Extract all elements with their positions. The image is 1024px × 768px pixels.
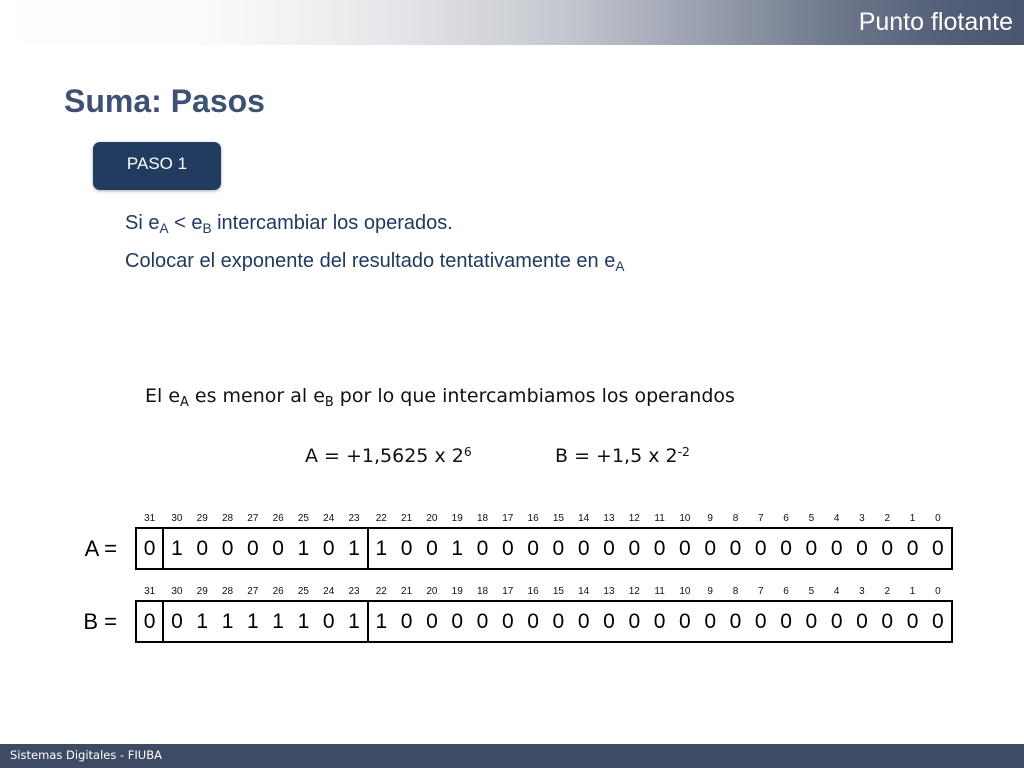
rule-result-exponent bbox=[125, 249, 624, 275]
bit-index-label: 15 bbox=[552, 586, 564, 597]
bit-cell: 0 bbox=[322, 610, 335, 633]
bit-cell: 0 bbox=[426, 610, 438, 633]
bit-index-label: 5 bbox=[808, 586, 815, 597]
bit-index-label: 0 bbox=[935, 513, 941, 524]
bit-cell: 0 bbox=[400, 610, 413, 633]
bit-index-label: 25 bbox=[297, 586, 309, 597]
bit-index-label: 4 bbox=[833, 513, 840, 524]
exponent-field bbox=[164, 602, 368, 641]
register-b bbox=[83, 586, 953, 643]
bit-cell: 0 bbox=[704, 610, 717, 633]
exponent-index-group bbox=[164, 513, 368, 525]
bit-cell: 0 bbox=[653, 537, 666, 560]
bit-cell: 0 bbox=[246, 537, 259, 560]
bit-index-label: 19 bbox=[451, 513, 463, 524]
subscript: A bbox=[180, 394, 189, 410]
bit-index-label: 21 bbox=[401, 513, 413, 524]
bit-cell: 1 bbox=[348, 610, 360, 633]
sign-index-group bbox=[137, 586, 164, 598]
bit-cell: 0 bbox=[476, 610, 489, 633]
bit-cell: 0 bbox=[628, 610, 641, 633]
bit-index-label: 29 bbox=[196, 586, 208, 597]
bit-index-label: 10 bbox=[679, 586, 691, 597]
bit-index-label: 20 bbox=[426, 586, 438, 597]
observation-text: por lo que intercambiamos los operandos bbox=[333, 385, 735, 407]
bit-index-label: 26 bbox=[272, 513, 284, 524]
bit-cell: 0 bbox=[653, 610, 666, 633]
bit-cell: 0 bbox=[603, 537, 615, 560]
bit-cell: 0 bbox=[780, 610, 792, 633]
bit-cell: 0 bbox=[906, 537, 919, 560]
bit-index-label: 13 bbox=[603, 586, 615, 597]
rule-swap-operands bbox=[125, 211, 453, 237]
bit-index-label: 14 bbox=[578, 586, 590, 597]
bit-index-label: 31 bbox=[144, 586, 156, 597]
bit-index-label: 17 bbox=[502, 513, 514, 524]
bit-cell: 0 bbox=[704, 537, 717, 560]
bit-index-label: 28 bbox=[221, 513, 234, 524]
bit-cell: 0 bbox=[476, 537, 489, 560]
bit-cell: 0 bbox=[881, 537, 894, 560]
bit-cell: 0 bbox=[830, 610, 843, 633]
bit-index-label: 8 bbox=[732, 513, 739, 524]
bit-cell: 0 bbox=[171, 610, 183, 633]
bit-index-label: 5 bbox=[808, 513, 815, 524]
bit-cell: 0 bbox=[628, 537, 641, 560]
bit-cell: 0 bbox=[322, 537, 335, 560]
bit-cell: 0 bbox=[805, 537, 818, 560]
bit-cell: 0 bbox=[577, 537, 590, 560]
rule-text: Colocar el exponente del resultado tentativamente en e bbox=[125, 250, 616, 272]
bit-cell: 0 bbox=[426, 537, 438, 560]
bit-cell: 1 bbox=[451, 537, 464, 560]
bit-index-label: 23 bbox=[348, 513, 360, 524]
observation-text: El e bbox=[145, 385, 181, 407]
bit-index-label: 23 bbox=[348, 586, 360, 597]
bit-cell: 1 bbox=[196, 610, 209, 633]
operand-a-base: A = +1,5625 x 2 bbox=[305, 445, 464, 467]
bit-cell: 0 bbox=[906, 610, 919, 633]
section-title: Punto flotante bbox=[858, 8, 1013, 36]
bit-cell: 0 bbox=[729, 610, 742, 633]
bit-index-label: 22 bbox=[375, 513, 387, 524]
rule-text: Si e bbox=[125, 212, 160, 234]
bit-cell: 0 bbox=[780, 537, 792, 560]
bit-cell: 0 bbox=[143, 537, 156, 560]
bit-index-label: 15 bbox=[552, 513, 564, 524]
rule-text: intercambiar los operados. bbox=[211, 212, 453, 234]
bit-cell: 0 bbox=[754, 537, 767, 560]
bit-cell: 0 bbox=[552, 610, 565, 633]
bit-cell: 1 bbox=[348, 537, 360, 560]
bit-index-label: 18 bbox=[476, 513, 489, 524]
bit-cell: 0 bbox=[830, 537, 843, 560]
subscript: A bbox=[159, 221, 169, 237]
bit-index-label: 30 bbox=[171, 513, 183, 524]
observation-text: es menor al e bbox=[188, 385, 325, 407]
mantissa-field bbox=[369, 602, 951, 641]
bit-index-row bbox=[135, 586, 953, 598]
bit-index-row bbox=[135, 513, 953, 525]
bit-cell: 0 bbox=[805, 610, 818, 633]
bit-cell: 0 bbox=[143, 610, 156, 633]
course-name: Sistemas Digitales - FIUBA bbox=[10, 748, 162, 762]
bit-index-label: 1 bbox=[909, 586, 916, 597]
bit-cell: 1 bbox=[171, 537, 183, 560]
bit-index-label: 9 bbox=[707, 586, 713, 597]
footer-bar bbox=[0, 744, 1024, 768]
bit-index-label: 26 bbox=[272, 586, 284, 597]
bit-cell: 0 bbox=[221, 537, 234, 560]
bit-cell: 1 bbox=[246, 610, 259, 633]
mantissa-index-group bbox=[369, 513, 951, 525]
bit-cell: 0 bbox=[501, 537, 514, 560]
bit-cell: 0 bbox=[856, 610, 868, 633]
bit-index-label: 11 bbox=[654, 586, 665, 597]
bit-index-label: 17 bbox=[502, 586, 514, 597]
bit-index-label: 8 bbox=[732, 586, 739, 597]
bit-cell: 0 bbox=[603, 610, 615, 633]
subscript: B bbox=[324, 394, 334, 410]
bit-cell: 0 bbox=[679, 537, 691, 560]
bit-index-label: 27 bbox=[247, 513, 259, 524]
bit-index-label: 29 bbox=[196, 513, 208, 524]
sign-field bbox=[137, 602, 164, 641]
operand-b-exponent: -2 bbox=[677, 444, 690, 459]
bit-cell: 0 bbox=[527, 537, 539, 560]
bit-cell: 0 bbox=[451, 610, 464, 633]
bit-index-label: 0 bbox=[935, 586, 941, 597]
mantissa-index-group bbox=[369, 586, 951, 598]
bit-index-label: 28 bbox=[221, 586, 234, 597]
bit-index-label: 6 bbox=[783, 513, 789, 524]
bit-index-label: 14 bbox=[578, 513, 590, 524]
bit-index-label: 16 bbox=[527, 513, 539, 524]
bit-cell: 1 bbox=[375, 610, 388, 633]
bit-index-label: 1 bbox=[909, 513, 916, 524]
register-bits bbox=[83, 600, 953, 643]
bit-index-label: 13 bbox=[603, 513, 615, 524]
exponent-index-group bbox=[164, 586, 368, 598]
register-label: B = bbox=[83, 609, 117, 634]
step-badge-label: PASO 1 bbox=[126, 154, 188, 173]
bit-index-label: 16 bbox=[527, 586, 539, 597]
register-label: A = bbox=[84, 536, 117, 561]
sign-field bbox=[137, 529, 164, 568]
bit-index-label: 12 bbox=[628, 513, 640, 524]
bit-cell: 1 bbox=[375, 537, 388, 560]
bit-cell: 0 bbox=[552, 537, 565, 560]
bit-index-label: 12 bbox=[628, 586, 640, 597]
rule-text: < e bbox=[168, 212, 203, 234]
bit-index-label: 11 bbox=[654, 513, 665, 524]
operand-b-base: B = +1,5 x 2 bbox=[555, 445, 678, 467]
bit-index-label: 3 bbox=[859, 513, 865, 524]
bit-index-label: 7 bbox=[757, 586, 764, 597]
bit-index-label: 27 bbox=[247, 586, 259, 597]
bit-index-label: 22 bbox=[375, 586, 387, 597]
bit-index-label: 24 bbox=[323, 513, 335, 524]
bit-cell: 1 bbox=[297, 610, 310, 633]
bit-cell: 1 bbox=[297, 537, 310, 560]
mantissa-field bbox=[369, 529, 951, 568]
bit-index-label: 10 bbox=[679, 513, 691, 524]
bit-cell: 0 bbox=[527, 610, 539, 633]
bit-index-label: 31 bbox=[144, 513, 156, 524]
operand-b-expression bbox=[555, 444, 690, 470]
bit-index-label: 18 bbox=[476, 586, 489, 597]
bit-index-label: 2 bbox=[884, 586, 891, 597]
bit-index-label: 19 bbox=[451, 586, 463, 597]
bit-cell: 1 bbox=[272, 610, 284, 633]
bit-index-label: 4 bbox=[833, 586, 840, 597]
operand-a-expression bbox=[305, 444, 472, 470]
bit-cell: 0 bbox=[881, 610, 894, 633]
bit-index-label: 20 bbox=[426, 513, 438, 524]
step-badge bbox=[93, 142, 221, 190]
operand-a-exponent: 6 bbox=[463, 444, 472, 459]
bit-cell: 0 bbox=[501, 610, 514, 633]
exponent-field bbox=[164, 529, 368, 568]
register-a bbox=[84, 513, 953, 570]
bit-cell: 0 bbox=[679, 610, 691, 633]
bit-index-label: 7 bbox=[757, 513, 764, 524]
bit-cell: 0 bbox=[577, 610, 590, 633]
bit-cell: 0 bbox=[754, 610, 767, 633]
swap-observation bbox=[145, 384, 735, 411]
sign-index-group bbox=[137, 513, 164, 525]
bit-index-label: 25 bbox=[297, 513, 309, 524]
bit-index-label: 21 bbox=[401, 586, 413, 597]
bit-index-label: 3 bbox=[859, 586, 865, 597]
bit-cell: 0 bbox=[932, 610, 944, 633]
bit-index-label: 2 bbox=[884, 513, 891, 524]
bit-cell: 0 bbox=[272, 537, 284, 560]
subscript: A bbox=[615, 259, 625, 275]
bit-cell: 1 bbox=[221, 610, 234, 633]
bit-cell: 0 bbox=[856, 537, 868, 560]
bit-index-label: 30 bbox=[171, 586, 183, 597]
bit-cell: 0 bbox=[196, 537, 209, 560]
slide-title: Suma: Pasos bbox=[64, 83, 265, 119]
bit-index-label: 9 bbox=[707, 513, 713, 524]
bit-index-label: 6 bbox=[783, 586, 789, 597]
bit-cell: 0 bbox=[932, 537, 944, 560]
bit-cell: 0 bbox=[729, 537, 742, 560]
subscript: B bbox=[202, 221, 212, 237]
bit-cell: 0 bbox=[400, 537, 413, 560]
header-bar bbox=[0, 0, 1024, 45]
bit-index-label: 24 bbox=[323, 586, 335, 597]
register-bits bbox=[84, 527, 953, 570]
